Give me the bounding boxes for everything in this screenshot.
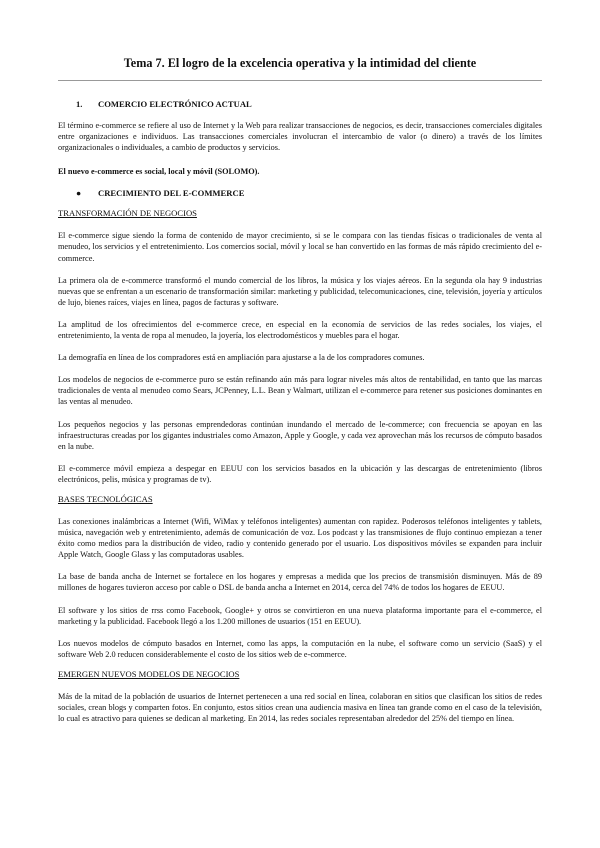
paragraph: Las conexiones inalámbricas a Internet (Wifi, WiMax y teléfonos inteligentes) aumentan con rapidez. Poderosos teléfonos inteligentes y tablets, música, navegación web y entretenimiento, además de comunicación de voz. Los podcast y las transmisiones de flujo continuo empiezan a tener éxito como medios para la distribución de video, radio y contenido generado por el usuario. Los dispositivos móviles se expanden para incluir Apple Watch, Google Glass y las computadoras usables. [58,516,542,560]
document-title: Tema 7. El logro de la excelencia operativa y la intimidad del cliente [123,56,477,70]
paragraph: La primera ola de e-commerce transformó el mundo comercial de los libros, la música y los viajes aéreos. En la segunda ola hay 9 industrias nuevas que se enfrentan a un escenario de transformación similar: marketing y publicidad, telecomunicaciones, cine, televisión, joyería y artículos de lujo, bienes raíces, viajes en línea, pagos de facturas y software. [58,275,542,307]
paragraph: La demografía en línea de los compradores está en ampliación para ajustarse a la de los compradores comunes. [58,353,425,363]
paragraph: El e-commerce sigue siendo la forma de contenido de mayor crecimiento, si se le compara con las tiendas físicas o tradicionales de venta al menudeo, los servicios y el entretenimiento. Los comercios social, móvil y local se han convertido en las formas de más rápido crecimiento del e-commerce. [58,231,542,263]
intro-paragraph: El término e-commerce se refiere al uso de Internet y la Web para realizar transacciones de negocios, es decir, transacciones comerciales digitales entre organizaciones e individuos. Las transacciones comerciales involucran el intercambio de valor (o dinero) a través de los límites organizacionales o individuales, a cambio de productos y servicios. [58,121,542,153]
paragraph: Los nuevos modelos de cómputo basados en Internet, como las apps, la computación en la nube, el software como un servicio (SaaS) y el software Web 2.0 reducen considerablemente el costo de los sitios web de e-commerce. [58,638,542,659]
paragraph: Los modelos de negocios de e-commerce puro se están refinando aún más para lograr niveles más altos de rentabilidad, en tanto que las marcas tradicionales de venta al menudeo como Sears, JCPenney, L.L. Bean y Walmart, utilizan el e-commerce para retener sus posiciones dominantes en las ventas al menudeo. [58,375,542,407]
bullet-icon: ● [76,188,82,199]
section-title: COMERCIO ELECTRÓNICO ACTUAL [98,99,252,109]
paragraph: El software y los sitios de rrss como Facebook, Google+ y otros se convirtieron en una nueva plataforma importante para el e-commerce, el marketing y la publicidad. Facebook llegó a los 1.200 millones de usuarios (151 en EEUU). [58,605,542,626]
paragraph: Los pequeños negocios y las personas emprendedoras continúan inundando el mercado de le-commerce; con frecuencia se apoyan en las infraestructuras creadas por los gigantes industriales como Amazon, Apple y Google, y cada vez aprovechan más los recursos de cómputo basados en la nube. [58,419,542,451]
paragraph: El e-commerce móvil empieza a despegar en EEUU con los servicios basados en la ubicación y las descargas de entretenimiento (libros electrónicos, pelis, música y programas de tv). [58,463,542,484]
paragraph: Más de la mitad de la población de usuarios de Internet pertenecen a una red social en línea, colaboran en sitios que clasifican los sitios de redes sociales, crean blogs y comparten fotos. En conjunto, estos sitios crean una audiencia masiva en línea tan grande como en el caso de la televisión, lo cual es atractivo para quienes se dedican al marketing. En 2014, las redes sociales representaban alrededor del 25% del tiempo en línea. [58,691,542,724]
subheading-transformacion: TRANSFORMACIÓN DE NEGOCIOS [58,208,197,219]
title-divider [58,80,542,81]
paragraph: La base de banda ancha de Internet se fortalece en los hogares y empresas a medida que los precios de transmisión disminuyen. Más de 89 millones de hogares tuvieron acceso por cable o DSL de banda ancha a Internet en 2014, cerca del 74% de todos los hogares de EEUU. [58,572,542,593]
solomo-statement: El nuevo e-commerce es social, local y móvil (SOLOMO). [58,167,260,177]
subheading-emergen: EMERGEN NUEVOS MODELOS DE NEGOCIOS [58,668,240,679]
section-number: 1. [76,99,83,109]
bullet-heading-text: CRECIMIENTO DEL E-COMMERCE [98,188,245,199]
subheading-bases: BASES TECNOLÓGICAS [58,493,153,504]
section-heading [58,99,542,110]
paragraph: La amplitud de los ofrecimientos del e-commerce crece, en especial en la economía de servicios de las redes sociales, los viajes, el entretenimiento, la venta de ropa al menudeo, la joyería, los electrodomésticos y muebles para el hogar. [58,319,542,341]
bullet-heading [58,188,542,199]
